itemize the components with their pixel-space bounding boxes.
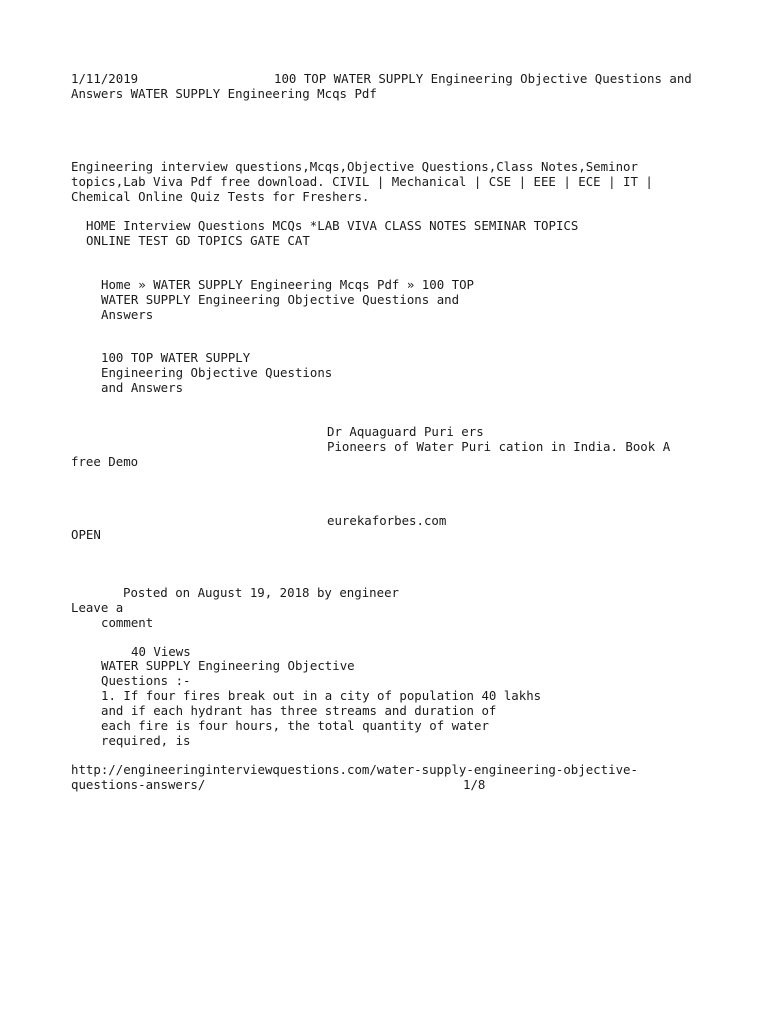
nav-menu-line-2[interactable]: ONLINE TEST GD TOPICS GATE CAT xyxy=(86,233,310,248)
ad-text-line-1: Pioneers of Water Puri cation in India. Book A xyxy=(327,439,671,454)
content-heading-line-1: WATER SUPPLY Engineering Objective xyxy=(101,658,355,673)
breadcrumb-line-1[interactable]: Home » WATER SUPPLY Engineering Mcqs Pdf » 100 TOP xyxy=(101,277,474,292)
page-number: 1/8 xyxy=(463,777,486,792)
ad-domain: eurekaforbes.com xyxy=(327,513,447,528)
breadcrumb-line-2: WATER SUPPLY Engineering Objective Questions and xyxy=(101,292,460,307)
footer-url-line-2: questions-answers/ xyxy=(71,777,206,792)
ad-open-button[interactable]: OPEN xyxy=(71,527,101,542)
print-title-line-2: Answers WATER SUPPLY Engineering Mcqs Pdf xyxy=(71,86,377,101)
question-1-line-3: each fire is four hours, the total quantity of water xyxy=(101,718,489,733)
site-intro-line-3: Chemical Online Quiz Tests for Freshers. xyxy=(71,189,370,204)
question-1-line-1: 1. If four fires break out in a city of population 40 lakhs xyxy=(101,688,542,703)
leave-comment-link-line-2[interactable]: comment xyxy=(101,615,154,630)
article-title-line-3: and Answers xyxy=(101,380,184,395)
question-1-line-2: and if each hydrant has three streams and duration of xyxy=(101,703,497,718)
leave-comment-link-line-1[interactable]: Leave a xyxy=(71,600,124,615)
site-intro-line-2: topics,Lab Viva Pdf free download. CIVIL | Mechanical | CSE | EEE | ECE | IT | xyxy=(71,174,653,189)
article-title-line-2: Engineering Objective Questions xyxy=(101,365,333,380)
breadcrumb-line-3: Answers xyxy=(101,307,154,322)
question-1-line-4: required, is xyxy=(101,733,191,748)
print-date: 1/11/2019 xyxy=(71,71,139,86)
ad-text-line-2: free Demo xyxy=(71,454,139,469)
content-heading-line-2: Questions :- xyxy=(101,673,191,688)
nav-menu-line-1[interactable]: HOME Interview Questions MCQs *LAB VIVA CLASS NOTES SEMINAR TOPICS xyxy=(86,218,579,233)
view-count: 40 Views xyxy=(131,644,191,659)
footer-url-line-1: http://engineeringinterviewquestions.com/water-supply-engineering-objective- xyxy=(71,762,638,777)
post-meta: Posted on August 19, 2018 by engineer xyxy=(123,585,400,600)
site-intro-line-1: Engineering interview questions,Mcqs,Objective Questions,Class Notes,Seminor xyxy=(71,159,638,174)
print-title-line-1: 100 TOP WATER SUPPLY Engineering Objective Questions and xyxy=(274,71,692,86)
article-title-line-1: 100 TOP WATER SUPPLY xyxy=(101,350,251,365)
ad-heading[interactable]: Dr Aquaguard Puri ers xyxy=(327,424,484,439)
